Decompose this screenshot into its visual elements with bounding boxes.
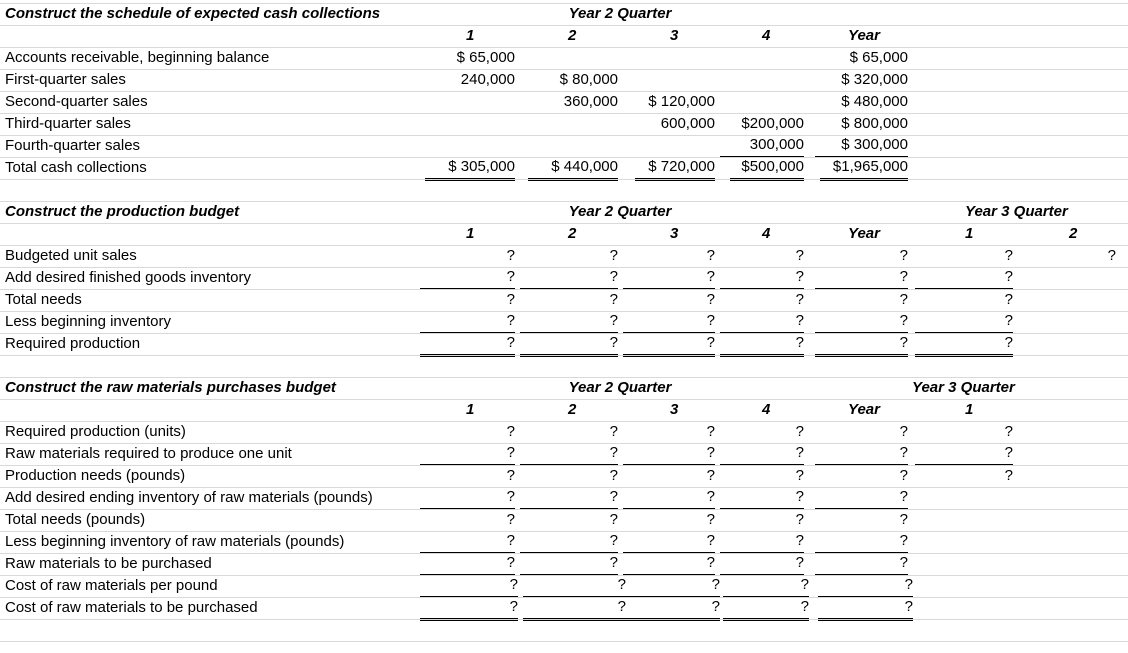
materials-row-label: Less beginning inventory of raw materials (pounds)	[5, 533, 345, 550]
materials-cell[interactable]: ?	[506, 423, 515, 440]
production-cell[interactable]: ?	[1004, 291, 1013, 308]
materials-cell[interactable]: ?	[720, 552, 804, 575]
materials-cell[interactable]: ?	[818, 596, 913, 621]
materials-cell[interactable]: ?	[720, 530, 804, 553]
cash-cell-q1[interactable]: $ 65,000	[456, 49, 515, 66]
production-cell[interactable]: ?	[420, 266, 515, 289]
cash-row-label: First-quarter sales	[5, 71, 126, 88]
materials-row-label: Raw materials to be purchased	[5, 555, 212, 572]
cash-total-q4[interactable]: $500,000	[730, 156, 804, 181]
materials-cell[interactable]: ?	[520, 552, 618, 575]
production-col-q1: 1	[466, 225, 475, 242]
materials-cell[interactable]: ?	[915, 442, 1013, 465]
production-cell[interactable]: ?	[720, 332, 804, 357]
materials-cell[interactable]: ?	[815, 442, 908, 465]
materials-cell[interactable]: ?	[420, 596, 518, 621]
materials-cell[interactable]: ?	[420, 530, 515, 553]
production-row-label: Less beginning inventory	[5, 313, 171, 330]
cash-col-q1: 1	[466, 27, 475, 44]
materials-cell[interactable]: ?	[506, 467, 515, 484]
materials-row-label: Total needs (pounds)	[5, 511, 146, 528]
production-cell[interactable]: ?	[520, 310, 618, 333]
production-cell[interactable]: ?	[915, 310, 1013, 333]
production-group-header: Year 2 Quarter	[568, 203, 672, 220]
production-cell[interactable]: ?	[623, 332, 715, 357]
cash-row-label: Accounts receivable, beginning balance	[5, 49, 270, 66]
materials-next-header: Year 3 Quarter	[912, 379, 1015, 396]
materials-cell[interactable]: ?	[623, 552, 715, 575]
production-cell[interactable]: ?	[706, 291, 715, 308]
production-row-label: Required production	[5, 335, 141, 352]
materials-cell[interactable]: ?	[706, 511, 715, 528]
materials-cell[interactable]: ?	[815, 486, 908, 509]
materials-cell[interactable]: ?	[609, 423, 618, 440]
production-col-year: Year	[848, 225, 880, 242]
production-cell[interactable]: ?	[899, 291, 908, 308]
materials-cell[interactable]: ?	[706, 423, 715, 440]
cash-title: Construct the schedule of expected cash collections	[5, 5, 381, 22]
cash-cell-year[interactable]: $ 300,000	[815, 134, 908, 157]
materials-cell[interactable]: ?	[720, 486, 804, 509]
materials-cell[interactable]: ?	[520, 530, 618, 553]
materials-cell[interactable]: ?	[1004, 467, 1013, 484]
materials-cell[interactable]: ?	[795, 423, 804, 440]
cash-row-label: Fourth-quarter sales	[5, 137, 141, 154]
production-cell[interactable]: ?	[795, 291, 804, 308]
production-cell[interactable]: ?	[1107, 247, 1116, 264]
materials-cell[interactable]: ?	[609, 467, 618, 484]
cash-cell-q2[interactable]: $ 80,000	[559, 71, 618, 88]
materials-row-label: Add desired ending inventory of raw materials (pounds)	[5, 489, 373, 506]
cash-total-year[interactable]: $1,965,000	[820, 156, 908, 181]
materials-cell[interactable]: ?	[899, 467, 908, 484]
materials-row-label: Production needs (pounds)	[5, 467, 186, 484]
materials-col-q2: 2	[568, 401, 577, 418]
materials-cell[interactable]: ?	[420, 574, 518, 597]
production-row-label: Add desired finished goods inventory	[5, 269, 251, 286]
materials-cell[interactable]: ?	[520, 486, 618, 509]
production-cell[interactable]: ?	[1004, 247, 1013, 264]
materials-cell[interactable]: ?	[626, 574, 720, 597]
materials-cell[interactable]: ?	[818, 574, 913, 597]
materials-cell[interactable]: ?	[420, 442, 515, 465]
materials-cell[interactable]: ?	[506, 511, 515, 528]
materials-cell[interactable]: ?	[720, 442, 804, 465]
cash-cell-year[interactable]: $ 480,000	[841, 93, 908, 110]
materials-cell[interactable]: ?	[723, 596, 809, 621]
production-cell[interactable]: ?	[506, 291, 515, 308]
materials-col-q1: 1	[466, 401, 475, 418]
production-cell[interactable]: ?	[420, 310, 515, 333]
production-cell[interactable]: ?	[720, 266, 804, 289]
cash-cell-q4[interactable]: 300,000	[720, 134, 804, 157]
production-col-q2: 2	[568, 225, 577, 242]
cash-col-q3: 3	[670, 27, 679, 44]
production-cell[interactable]: ?	[609, 291, 618, 308]
cash-cell-year[interactable]: $ 320,000	[841, 71, 908, 88]
materials-cell[interactable]: ?	[899, 423, 908, 440]
cash-cell-q2[interactable]: 360,000	[563, 93, 618, 110]
cash-col-q2: 2	[568, 27, 577, 44]
materials-cell[interactable]: ?	[706, 467, 715, 484]
production-title: Construct the production budget	[5, 203, 240, 220]
production-col-next2: 2	[1069, 225, 1078, 242]
cash-row-label: Second-quarter sales	[5, 93, 148, 110]
cash-row-label: Third-quarter sales	[5, 115, 131, 132]
production-cell[interactable]: ?	[623, 266, 715, 289]
cash-total-label: Total cash collections	[5, 159, 147, 176]
cash-cell-year[interactable]: $ 800,000	[841, 115, 908, 132]
cash-total-q2[interactable]: $ 440,000	[528, 156, 618, 181]
production-cell[interactable]: ?	[506, 247, 515, 264]
materials-group-header: Year 2 Quarter	[568, 379, 672, 396]
production-cell[interactable]: ?	[795, 247, 804, 264]
production-cell[interactable]: ?	[915, 332, 1013, 357]
production-row-label: Budgeted unit sales	[5, 247, 137, 264]
cash-col-year: Year	[848, 27, 880, 44]
materials-col-q3: 3	[670, 401, 679, 418]
cash-group-header: Year 2 Quarter	[568, 5, 672, 22]
materials-cell[interactable]: ?	[626, 596, 720, 621]
production-row-label: Total needs	[5, 291, 82, 308]
production-col-q3: 3	[670, 225, 679, 242]
production-cell[interactable]: ?	[706, 247, 715, 264]
materials-row-label: Required production (units)	[5, 423, 186, 440]
cash-total-q3[interactable]: $ 720,000	[635, 156, 715, 181]
materials-row-label: Cost of raw materials per pound	[5, 577, 218, 594]
production-col-next1: 1	[965, 225, 974, 242]
materials-row-label: Raw materials required to produce one unit	[5, 445, 292, 462]
production-cell[interactable]: ?	[520, 266, 618, 289]
cash-cell-q1[interactable]: 240,000	[460, 71, 515, 88]
materials-cell[interactable]: ?	[523, 574, 626, 597]
cash-cell-q3[interactable]: 600,000	[660, 115, 715, 132]
materials-cell[interactable]: ?	[899, 511, 908, 528]
production-cell[interactable]: ?	[520, 332, 618, 357]
production-cell[interactable]: ?	[815, 266, 908, 289]
production-cell[interactable]: ?	[420, 332, 515, 357]
materials-cell[interactable]: ?	[520, 442, 618, 465]
production-cell[interactable]: ?	[915, 266, 1013, 289]
production-cell[interactable]: ?	[609, 247, 618, 264]
materials-cell[interactable]: ?	[623, 530, 715, 553]
cash-cell-q3[interactable]: $ 120,000	[648, 93, 715, 110]
production-cell[interactable]: ?	[815, 332, 908, 357]
materials-cell[interactable]: ?	[815, 530, 908, 553]
materials-cell[interactable]: ?	[623, 442, 715, 465]
cash-total-q1[interactable]: $ 305,000	[425, 156, 515, 181]
materials-cell[interactable]: ?	[815, 552, 908, 575]
materials-col-q4: 4	[762, 401, 771, 418]
production-cell[interactable]: ?	[720, 310, 804, 333]
materials-cell[interactable]: ?	[623, 486, 715, 509]
cash-cell-year[interactable]: $ 65,000	[849, 49, 908, 66]
materials-col-next1: 1	[965, 401, 974, 418]
production-cell[interactable]: ?	[899, 247, 908, 264]
materials-cell[interactable]: ?	[523, 596, 626, 621]
materials-col-year: Year	[848, 401, 880, 418]
materials-cell[interactable]: ?	[723, 574, 809, 597]
materials-title: Construct the raw materials purchases budget	[5, 379, 336, 396]
materials-cell[interactable]: ?	[795, 511, 804, 528]
materials-cell[interactable]: ?	[795, 467, 804, 484]
production-cell[interactable]: ?	[815, 310, 908, 333]
materials-cell[interactable]: ?	[420, 486, 515, 509]
materials-cell[interactable]: ?	[1004, 423, 1013, 440]
production-next-header: Year 3 Quarter	[965, 203, 1068, 220]
cash-cell-q4[interactable]: $200,000	[741, 115, 804, 132]
cash-col-q4: 4	[762, 27, 771, 44]
materials-cell[interactable]: ?	[609, 511, 618, 528]
materials-row-label: Cost of raw materials to be purchased	[5, 599, 258, 616]
production-col-q4: 4	[762, 225, 771, 242]
production-cell[interactable]: ?	[623, 310, 715, 333]
materials-cell[interactable]: ?	[420, 552, 515, 575]
